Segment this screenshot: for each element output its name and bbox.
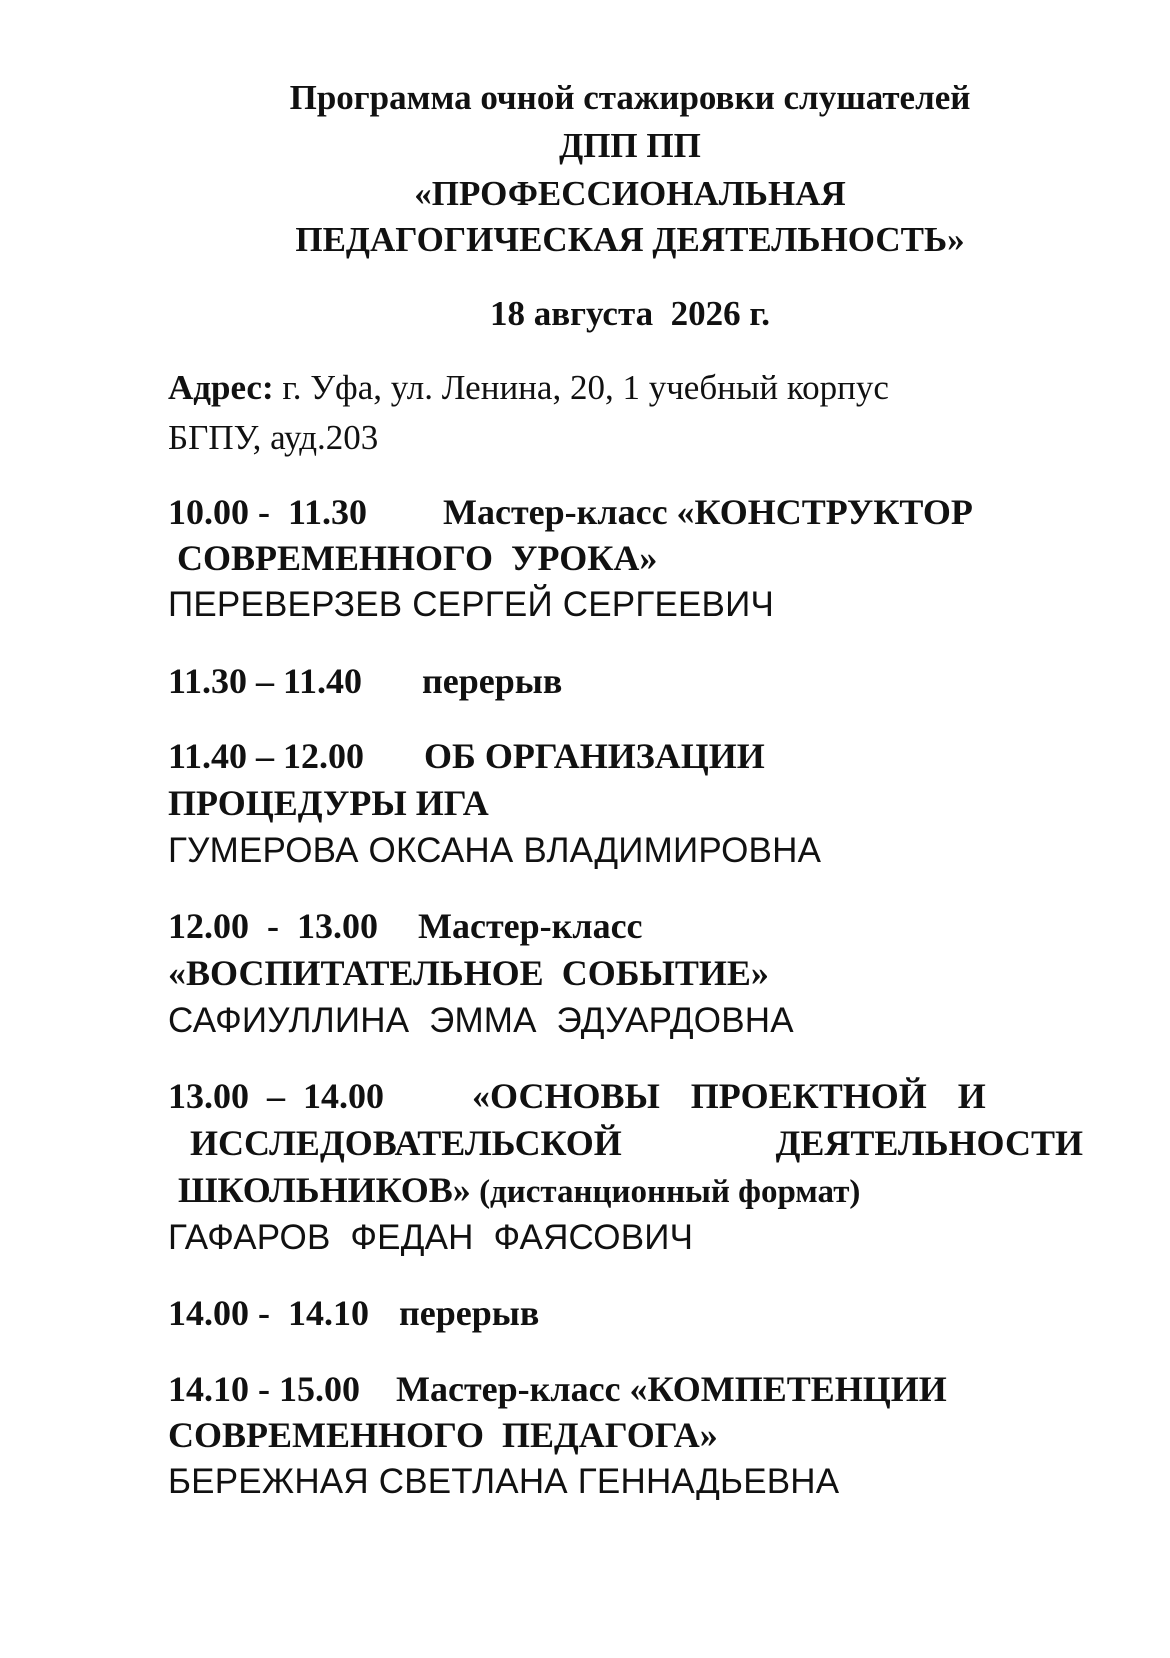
schedule-item-title: Мастер-класс «КОМПЕТЕНЦИИ <box>396 1369 947 1409</box>
schedule-item-time: 13.00 – 14.00 <box>168 1076 384 1116</box>
schedule-item-4-speaker: САФИУЛЛИНА ЭММА ЭДУАРДОВНА <box>168 1001 794 1040</box>
schedule-item-time: 14.00 - 14.10 <box>168 1293 369 1333</box>
schedule-item-4-title-cont: «ВОСПИТАТЕЛЬНОЕ СОБЫТИЕ» <box>168 953 769 993</box>
schedule-item-7-speaker: БЕРЕЖНАЯ СВЕТЛАНА ГЕННАДЬЕВНА <box>168 1462 840 1501</box>
schedule-item-title-end: ШКОЛЬНИКОВ» <box>178 1170 471 1210</box>
schedule-item-title: перерыв <box>422 661 563 701</box>
schedule-item-time: 12.00 - 13.00 <box>168 906 378 946</box>
schedule-item-5-speaker: ГАФАРОВ ФЕДАН ФАЯСОВИЧ <box>168 1218 694 1257</box>
schedule-item-1-speaker: ПЕРЕВЕРЗЕВ СЕРГЕЙ СЕРГЕЕВИЧ <box>168 585 774 624</box>
address-line-1 <box>168 370 889 405</box>
schedule-item-5-header <box>168 1078 986 1114</box>
event-date: 18 августа 2026 г. <box>489 294 771 333</box>
schedule-item-1-header <box>168 494 973 530</box>
schedule-item-7-title-cont: СОВРЕМЕННОГО ПЕДАГОГА» <box>168 1415 718 1455</box>
address-text: г. Уфа, ул. Ленина, 20, 1 учебный корпус <box>273 368 889 407</box>
schedule-item-3-speaker: ГУМЕРОВА ОКСАНА ВЛАДИМИРОВНА <box>168 831 822 870</box>
schedule-item-format: (дистанционный формат) <box>470 1174 861 1210</box>
program-title-line-4: ПЕДАГОГИЧЕСКАЯ ДЕЯТЕЛЬНОСТЬ» <box>295 220 965 259</box>
schedule-item-6-header <box>168 1295 539 1331</box>
program-title-line-3: «ПРОФЕССИОНАЛЬНАЯ <box>414 174 846 213</box>
schedule-item-title: перерыв <box>399 1293 540 1333</box>
schedule-item-title: ОБ ОРГАНИЗАЦИИ <box>424 736 765 776</box>
schedule-item-title: Мастер-класс «КОНСТРУКТОР <box>443 492 973 532</box>
schedule-item-time: 10.00 - 11.30 <box>168 492 368 532</box>
program-title-line-1: Программа очной стажировки слушателей <box>289 78 971 117</box>
schedule-item-4-header <box>168 908 643 944</box>
schedule-item-time: 11.30 – 11.40 <box>168 661 363 701</box>
program-title-line-2: ДПП ПП <box>559 126 701 165</box>
schedule-item-3-header <box>168 738 765 774</box>
address-line-2: БГПУ, ауд.203 <box>168 418 379 457</box>
address-label: Адрес: <box>168 368 274 407</box>
schedule-item-time: 11.40 – 12.00 <box>168 736 365 776</box>
schedule-item-5-title-cont: ИССЛЕДОВАТЕЛЬСКОЙ ДЕЯТЕЛЬНОСТИ <box>190 1123 1083 1163</box>
schedule-item-7-header <box>168 1371 947 1407</box>
schedule-item-time: 14.10 - 15.00 <box>168 1369 360 1409</box>
schedule-item-1-title-cont: СОВРЕМЕННОГО УРОКА» <box>168 538 658 578</box>
schedule-item-title: Мастер-класс <box>418 906 643 946</box>
schedule-item-2-header <box>168 663 562 699</box>
schedule-item-5-title-cont-2 <box>178 1172 860 1209</box>
schedule-item-title: «ОСНОВЫ ПРОЕКТНОЙ И <box>472 1076 986 1116</box>
schedule-item-3-title-cont: ПРОЦЕДУРЫ ИГА <box>168 783 489 823</box>
